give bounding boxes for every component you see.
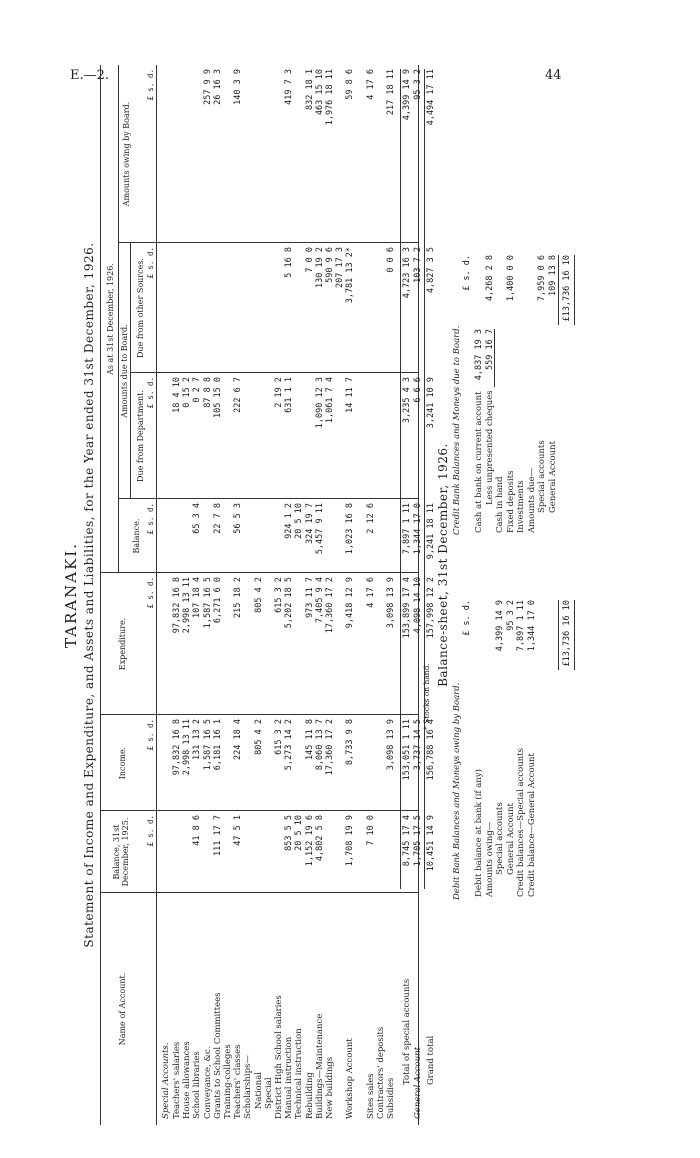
bs-right-total-double-rule bbox=[574, 255, 575, 325]
cell-exp: 107 18 4 bbox=[192, 577, 203, 618]
cell-income bbox=[243, 719, 253, 807]
cell-bal bbox=[254, 503, 264, 569]
cell-income: 145 11 8 bbox=[304, 719, 315, 760]
bs-right-subamount: 559 16 7 bbox=[484, 329, 495, 370]
cell-other bbox=[376, 247, 386, 369]
cell-income: 2,998 13 11 bbox=[182, 719, 193, 776]
cell-dept: 1,061 7 4 bbox=[325, 377, 335, 424]
cell-exp: 973 11 7 bbox=[304, 577, 315, 618]
col-header-expenditure: Expenditure. bbox=[118, 617, 127, 671]
bs-subtotal-rule bbox=[494, 329, 495, 387]
bs-right-label: Special accounts bbox=[537, 440, 547, 513]
cell-other: 4,723 16 3 bbox=[402, 247, 413, 299]
cell-owing bbox=[254, 69, 264, 239]
cell-exp: 9,418 12 9 bbox=[345, 577, 356, 629]
cell-other: 130 19 2 bbox=[314, 247, 325, 288]
cell-dept: 18 4 10 bbox=[172, 377, 182, 413]
balance-sheet-right-heading: Credit Bank Balances and Moneys due to Board. bbox=[452, 325, 462, 535]
cell-bal1925 bbox=[243, 815, 253, 889]
cell-other: 4,827 3 5 bbox=[426, 247, 437, 294]
cell-income: 156,788 16 4 bbox=[426, 719, 437, 781]
account-name: Sites sales bbox=[365, 1073, 376, 1119]
cell-owing bbox=[182, 69, 192, 239]
cell-dept: 105 15 0 bbox=[212, 377, 223, 418]
account-name: School libraries bbox=[192, 1051, 203, 1119]
cell-bal1925: 1,708 19 9 bbox=[345, 815, 356, 867]
cell-bal1925: 7 10 0 bbox=[365, 815, 376, 846]
cell-exp bbox=[335, 577, 345, 711]
page-reference: E.—2. bbox=[70, 68, 110, 83]
cell-other bbox=[192, 247, 202, 369]
account-name: National bbox=[253, 1071, 264, 1109]
cell-dept: 0 15 2 bbox=[182, 377, 193, 408]
bs-left-label: General Account bbox=[505, 802, 516, 875]
cell-owing: 4 17 6 bbox=[365, 69, 376, 100]
cell-owing bbox=[264, 69, 274, 239]
bs-right-label: Amounts due— bbox=[526, 467, 537, 533]
cell-other: 103 7 2 bbox=[413, 247, 424, 283]
account-name: Training-colleges bbox=[223, 1044, 233, 1119]
bs-right-label: General Account bbox=[547, 440, 558, 513]
balance-sheet-title: Balance-sheet, 31st December, 1926. bbox=[436, 443, 450, 687]
bs-right-subamount: 4,837 19 3 bbox=[474, 329, 484, 381]
cell-owing: 4,399 14 9 bbox=[402, 69, 413, 121]
cell-bal: 56 5 3 bbox=[233, 503, 244, 534]
account-name: Buildings—Maintenance bbox=[314, 1013, 325, 1119]
cell-dept: 0 2 7 bbox=[192, 377, 203, 403]
cell-owing: 217 18 11 bbox=[386, 69, 397, 116]
cell-owing: 257 9 9 bbox=[202, 69, 213, 105]
account-name: House allowances bbox=[182, 1041, 193, 1119]
cell-bal: 924 1 2 bbox=[284, 503, 295, 539]
bs-right-label: Investments bbox=[516, 480, 526, 533]
cell-exp: 157,998 12 2 bbox=[426, 577, 437, 639]
cell-owing bbox=[335, 69, 345, 239]
cell-dept: 3,235 4 3 bbox=[402, 377, 413, 424]
cell-exp bbox=[243, 577, 253, 711]
bs-right-amount: 109 13 8 bbox=[547, 255, 558, 296]
account-name: Grants to School Committees bbox=[212, 992, 223, 1119]
cell-exp: 805 4 2 bbox=[253, 577, 264, 613]
bs-left-label: Debit balance at bank (if any) bbox=[474, 769, 484, 897]
cell-bal bbox=[325, 503, 335, 569]
cell-exp bbox=[376, 577, 386, 711]
cell-bal1925: 47 5 1 bbox=[233, 815, 244, 846]
col-header-name: Name of Account. bbox=[118, 972, 127, 1046]
cell-owing: 26 16 3 bbox=[212, 69, 223, 105]
cell-bal bbox=[172, 503, 182, 569]
cell-bal bbox=[356, 503, 366, 569]
cell-income: 615 3 2 bbox=[274, 719, 284, 755]
lsd-label: £ s. d. bbox=[146, 719, 155, 751]
cell-bal bbox=[223, 503, 233, 569]
cell-bal1925 bbox=[325, 815, 335, 889]
col-header-balance: Balance. bbox=[132, 518, 141, 554]
cell-owing bbox=[172, 69, 182, 239]
cell-other: 7 0 0 bbox=[304, 247, 315, 273]
bs-right-label: Less unpresented cheques bbox=[484, 390, 495, 505]
bs-right-amount: 7,959 0 6 bbox=[537, 255, 547, 302]
cell-bal bbox=[182, 503, 192, 569]
bs-left-label: Special accounts bbox=[495, 802, 505, 875]
col-header-income: Income. bbox=[118, 746, 127, 780]
lsd-label: £ s. d. bbox=[146, 247, 155, 279]
cell-exp: 97,832 16 8 bbox=[172, 577, 182, 634]
bs-left-label: Credit balances—Special accounts bbox=[516, 748, 526, 897]
cell-bal: 2 12 6 bbox=[365, 503, 376, 534]
cell-dept bbox=[254, 377, 264, 495]
cell-other bbox=[213, 247, 223, 369]
cell-owing: 4,494 17 11 bbox=[426, 69, 437, 126]
col-header-balance-1925: Balance, 31st December, 1925. bbox=[112, 817, 130, 887]
cell-owing: 419 7 3 bbox=[284, 69, 295, 105]
account-name: Workshop Account bbox=[345, 1038, 356, 1119]
col-header-due-other: Due from other Sources. bbox=[136, 258, 145, 358]
bs-right-amount: 4,268 2 8 bbox=[484, 255, 495, 302]
account-name: Contractors' deposits bbox=[376, 1026, 386, 1119]
cell-income: 1,587 16 5 bbox=[202, 719, 213, 771]
bs-left-amount: 7,897 1 11 bbox=[516, 600, 526, 652]
cell-income: 6,181 16 1 bbox=[212, 719, 223, 771]
account-name: Subsidies bbox=[386, 1077, 397, 1119]
account-name: District High School salaries bbox=[274, 995, 284, 1119]
cell-bal1925: 8,745 17 4 bbox=[402, 815, 413, 867]
table-top-rule bbox=[100, 65, 101, 1125]
cell-bal: 20 5 10 bbox=[294, 503, 305, 539]
footnote: * Stocks on hand. bbox=[422, 663, 431, 730]
cell-dept bbox=[366, 377, 376, 495]
cell-exp: 615 3 2 bbox=[274, 577, 284, 613]
table-header-rule bbox=[156, 65, 157, 1125]
lsd-label: £ s. d. bbox=[146, 69, 155, 101]
cell-owing: 1,976 18 11 bbox=[325, 69, 335, 126]
cell-other bbox=[203, 247, 213, 369]
cell-dept: 2 19 2 bbox=[274, 377, 284, 408]
cell-owing: 832 18 1 bbox=[304, 69, 315, 110]
cell-income bbox=[294, 719, 304, 807]
cell-income: 153,051 1 11 bbox=[402, 719, 413, 781]
page-number: 44 bbox=[545, 68, 562, 83]
cell-bal bbox=[274, 503, 284, 569]
bs-left-label: Credit balance—General Account bbox=[526, 753, 537, 897]
cell-dept bbox=[305, 377, 315, 495]
cell-other: 207 17 3 bbox=[335, 247, 346, 288]
cell-income: 5,273 14 2 bbox=[284, 719, 295, 771]
cell-bal1925: 1,705 17 5 bbox=[413, 815, 424, 867]
bs-left-label: Amounts owing— bbox=[484, 821, 495, 897]
cell-exp: 215 18 2 bbox=[233, 577, 244, 618]
cell-other bbox=[223, 247, 233, 369]
cell-exp: 5,202 18 5 bbox=[284, 577, 295, 629]
cell-bal1925: 4,802 5 8 bbox=[314, 815, 325, 862]
cell-bal1925 bbox=[356, 815, 366, 889]
cell-owing bbox=[294, 69, 304, 239]
bs-right-label: Cash at bank on current account bbox=[474, 391, 484, 533]
cell-other bbox=[243, 247, 253, 369]
cell-bal1925 bbox=[182, 815, 192, 889]
cell-bal1925 bbox=[335, 815, 345, 889]
cell-exp: 1,587 16 5 bbox=[202, 577, 213, 629]
cell-bal1925: 853 5 5 bbox=[284, 815, 295, 851]
col-rule bbox=[100, 892, 418, 893]
cell-owing bbox=[356, 69, 366, 239]
cell-income: 97,832 16 8 bbox=[172, 719, 182, 776]
account-name: Manual instruction bbox=[284, 1036, 295, 1119]
account-name: Scholarships— bbox=[243, 1055, 254, 1119]
account-name: Teachers' classes bbox=[233, 1044, 244, 1119]
cell-bal bbox=[264, 503, 274, 569]
bs-left-total: £13,736 16 10 bbox=[562, 600, 572, 667]
cell-dept: 3,241 10 9 bbox=[426, 377, 437, 429]
cell-exp: 3,098 13 9 bbox=[386, 577, 397, 629]
cell-exp bbox=[356, 577, 366, 711]
cell-dept bbox=[335, 377, 345, 495]
cell-bal: 5,457 9 11 bbox=[314, 503, 325, 555]
cell-exp: 7,405 9 4 bbox=[314, 577, 325, 624]
cell-bal1925 bbox=[223, 815, 233, 889]
cell-other bbox=[294, 247, 304, 369]
cell-bal bbox=[243, 503, 253, 569]
bs-right-total: £13,736 16 10 bbox=[562, 255, 572, 322]
cell-exp: 6,271 6 0 bbox=[212, 577, 223, 624]
cell-other bbox=[274, 247, 284, 369]
cell-income: 17,360 17 2 bbox=[325, 719, 335, 776]
cell-other bbox=[233, 247, 243, 369]
account-name: Teachers' salaries bbox=[172, 1041, 182, 1119]
account-name: Grand total bbox=[426, 1035, 437, 1085]
cell-bal1925 bbox=[376, 815, 386, 889]
cell-dept bbox=[294, 377, 304, 495]
cell-income: 3,737 14 5 bbox=[413, 719, 424, 771]
col-rule bbox=[100, 572, 418, 573]
account-name: Rebuilding bbox=[304, 1072, 315, 1119]
bs-right-total-rule bbox=[558, 255, 559, 325]
cell-owing: 463 15 10 bbox=[314, 69, 325, 116]
grand-total-rule bbox=[424, 69, 425, 889]
balance-sheet-left-heading: Debit Bank Balances and Moneys owing by Board. bbox=[452, 682, 462, 900]
cell-income: 805 4 2 bbox=[253, 719, 264, 755]
col-rule bbox=[100, 714, 418, 715]
account-name: Conveyance, &c. bbox=[202, 1046, 213, 1119]
cell-bal: 9,241 18 11 bbox=[426, 503, 437, 560]
cell-dept: 14 11 7 bbox=[345, 377, 356, 413]
amounts-due-rule bbox=[130, 243, 131, 499]
cell-income: 8,060 13 7 bbox=[314, 719, 325, 771]
cell-other bbox=[366, 247, 376, 369]
cell-bal: 22 7 8 bbox=[212, 503, 223, 534]
col-header-as-at: As at 31st December, 1926. bbox=[106, 263, 115, 375]
cell-income bbox=[366, 719, 376, 807]
cell-bal: 7,897 1 11 bbox=[402, 503, 413, 555]
col-rule bbox=[130, 372, 418, 373]
cell-exp: 4,098 14 10 bbox=[413, 577, 424, 634]
bs-right-label: Fixed deposits bbox=[505, 470, 516, 533]
cell-owing: 59 8 6 bbox=[345, 69, 356, 100]
cell-bal: 324 19 7 bbox=[304, 503, 315, 544]
col-rule bbox=[100, 810, 418, 811]
cell-income: 8,733 9 8 bbox=[345, 719, 356, 766]
cell-other: 5 16 8 bbox=[284, 247, 295, 278]
section-heading: Special Accounts. bbox=[161, 1042, 171, 1119]
cell-other bbox=[356, 247, 366, 369]
cell-bal1925: 111 17 7 bbox=[212, 815, 223, 856]
col-header-due-dept: Due from Department. bbox=[136, 390, 145, 482]
cell-owing bbox=[274, 69, 284, 239]
cell-owing bbox=[376, 69, 386, 239]
cell-bal: 65 3 4 bbox=[192, 503, 203, 534]
bs-right-amount: 1,400 0 0 bbox=[505, 255, 516, 302]
cell-dept bbox=[356, 377, 366, 495]
cell-owing bbox=[223, 69, 233, 239]
cell-exp: 17,360 17 2 bbox=[325, 577, 335, 634]
cell-owing bbox=[243, 69, 253, 239]
cell-bal bbox=[335, 503, 345, 569]
bs-left-amount: 1,344 17 0 bbox=[526, 600, 537, 652]
cell-income bbox=[376, 719, 386, 807]
col-header-owing: Amounts owing by Board. bbox=[122, 101, 131, 207]
cell-dept: 631 1 1 bbox=[284, 377, 295, 413]
account-name: Total of special accounts bbox=[402, 978, 413, 1085]
cell-bal1925 bbox=[203, 815, 213, 889]
cell-exp: 2,998 13 11 bbox=[182, 577, 193, 634]
lsd-label: £ s. d. bbox=[146, 577, 155, 609]
cell-other: 3,781 13 2* bbox=[345, 247, 356, 304]
cell-dept: 6 6 6 bbox=[413, 377, 424, 403]
col-rule bbox=[118, 242, 418, 243]
cell-dept: 222 6 7 bbox=[233, 377, 244, 413]
cell-other bbox=[182, 247, 192, 369]
cell-bal bbox=[386, 503, 396, 569]
cell-exp bbox=[294, 577, 304, 711]
cell-bal1925 bbox=[274, 815, 284, 889]
cell-owing: 95 3 2 bbox=[413, 69, 424, 100]
bs-left-total-rule bbox=[558, 600, 559, 670]
cell-bal bbox=[376, 503, 386, 569]
lsd-label: £ s. d. bbox=[146, 815, 155, 847]
account-name: New buildings bbox=[325, 1056, 335, 1119]
bs-left-amount: 95 3 2 bbox=[505, 600, 516, 631]
as-at-rule bbox=[118, 65, 119, 573]
cell-bal: 1,344 17 0 bbox=[413, 503, 424, 555]
lsd-label: £ s. d. bbox=[146, 377, 155, 409]
cell-bal: 1,023 16 8 bbox=[345, 503, 356, 555]
cell-bal1925: 1,152 19 6 bbox=[304, 815, 315, 867]
bs-left-lsd: £ s. d. bbox=[462, 600, 472, 636]
rotated-statement bbox=[60, 65, 660, 1125]
cell-income: 131 13 2 bbox=[192, 719, 203, 760]
cell-exp: 153,899 17 4 bbox=[402, 577, 413, 639]
bs-right-label: Cash in hand bbox=[495, 476, 505, 533]
cell-bal1925 bbox=[264, 815, 274, 889]
account-name: General Account bbox=[413, 1046, 424, 1119]
cell-dept bbox=[386, 377, 396, 495]
col-rule bbox=[118, 498, 418, 499]
cell-income bbox=[356, 719, 366, 807]
account-name: Special bbox=[263, 1077, 274, 1109]
bs-right-lsd: £ s. d. bbox=[462, 255, 472, 291]
cell-dept bbox=[264, 377, 274, 495]
cell-income bbox=[223, 719, 233, 807]
document-title: TARANAKI. bbox=[62, 542, 80, 649]
cell-dept bbox=[223, 377, 233, 495]
cell-income bbox=[335, 719, 345, 807]
cell-other bbox=[264, 247, 274, 369]
cell-bal1925 bbox=[172, 815, 182, 889]
cell-exp bbox=[223, 577, 233, 711]
cell-dept bbox=[376, 377, 386, 495]
bs-left-amount: 4,399 14 9 bbox=[495, 600, 505, 652]
cell-bal bbox=[203, 503, 213, 569]
cell-owing bbox=[192, 69, 202, 239]
cell-other: 0 0 6 bbox=[386, 247, 397, 273]
account-name: Technical instruction bbox=[294, 1028, 305, 1119]
cell-dept: 87 8 8 bbox=[202, 377, 213, 408]
total-rule bbox=[400, 69, 401, 889]
cell-dept bbox=[243, 377, 253, 495]
cell-income: 224 18 4 bbox=[233, 719, 244, 760]
col-header-amounts-due: Amounts due to Board. bbox=[120, 324, 129, 418]
cell-bal1925 bbox=[254, 815, 264, 889]
cell-income: 3,098 13 9 bbox=[386, 719, 397, 771]
statement-subtitle: Statement of Income and Expenditure, and Assets and Liabilities, for the Year ended 31st December, 1926. bbox=[82, 242, 96, 948]
cell-other bbox=[172, 247, 182, 369]
cell-other: 590 9 6 bbox=[325, 247, 335, 283]
lsd-label: £ s. d. bbox=[146, 503, 155, 535]
cell-owing: 140 3 9 bbox=[233, 69, 244, 105]
cell-income bbox=[264, 719, 274, 807]
cell-bal1925: 10,451 14 9 bbox=[426, 815, 437, 872]
cell-other bbox=[254, 247, 264, 369]
cell-dept: 1,090 12 3 bbox=[314, 377, 325, 429]
cell-exp bbox=[264, 577, 274, 711]
cell-bal1925: 41 8 6 bbox=[192, 815, 203, 846]
bs-left-total-double-rule bbox=[574, 600, 575, 670]
cell-exp: 4 17 6 bbox=[365, 577, 376, 608]
cell-bal1925 bbox=[386, 815, 396, 889]
cell-bal1925: 20 5 10 bbox=[294, 815, 305, 851]
